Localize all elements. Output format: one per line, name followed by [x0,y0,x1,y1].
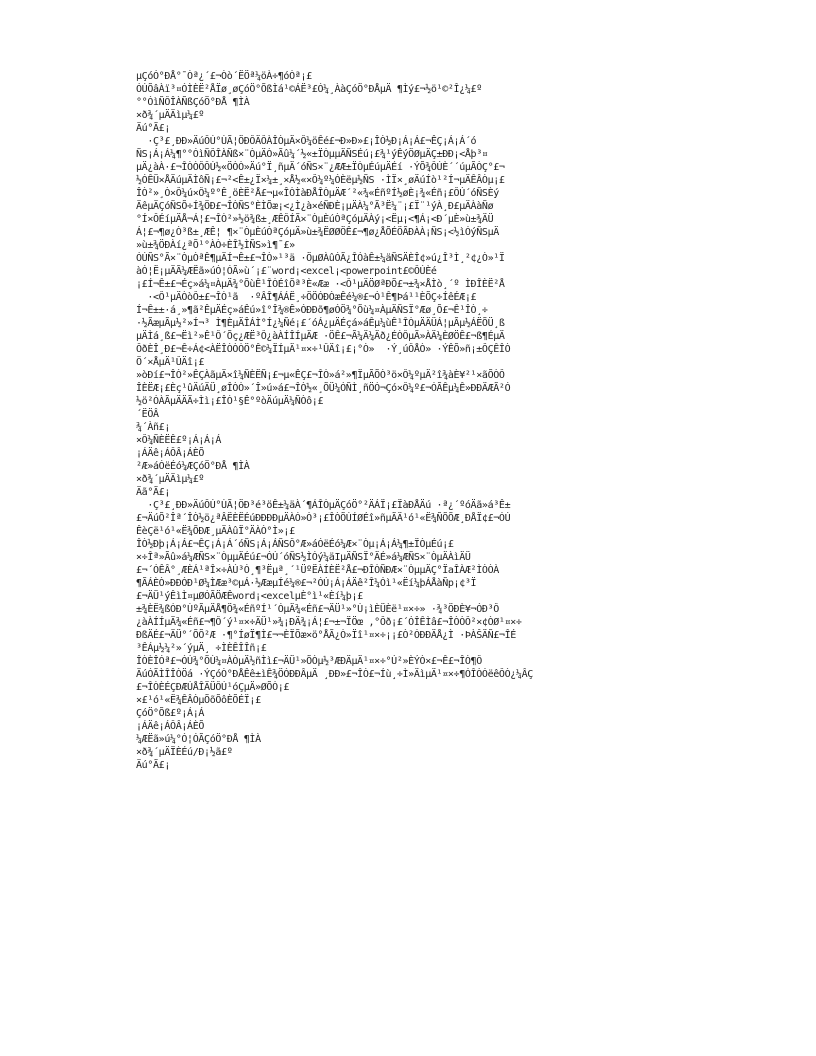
document-line: ×Ô¼ÑÈËÊ£º¡Á¡Á¡Á [136,435,222,446]
document-line: Äã°Ã£¡ [136,487,171,498]
document-line: »ù±¾ÖÐÀí¿ªÕ¹°ÀÒ÷ÈÎ½ÌÑS»ì¶¯£» [136,240,295,251]
document-line: ·<Ô¹µÄÒòÔ±£¬ÎÒ¹ã ·ºÂÎ¶ÁÁË¸÷ÖÖÓÐÒæÊé¼®£¬Ó¹Ê¶Þá¹¹ÈÕÇ÷ÍêÉÆ¡£ [136,292,477,303]
document-line: ÎÈËÆ¡£Èç¹ûÄúÄÜ¸øÎÒÒ»´Î»ú»á£¬ÎÒ½«¸ÕÜ¼ÓÑÌ¸ñÖÓ¬Çó×Ô¼º£¬ÓÃÊµ¼Ê»ÐÐÄÆÃ²Ó [136,383,511,394]
document-line: ¡ÁÄê¡ÁÔÂ¡ÁÈÕ [136,721,205,732]
document-line: ¿àÀÍÍµÄ¾«Éñ£¬¶Ô´ý¹¤×÷ÄÜ¹»¾¡ÐÄ¾¡Á¦£¬±¬ÏÖœ ,°Ôð¡£´ÓÎÊÌâ£¬ÎÒÒÔ²×¢ÒØ¹¤×÷ [136,617,522,628]
document-line: Äú°Ã£¡ [136,123,171,134]
document-line: ×ð¾´µÄÄìµ¼£º [136,110,205,121]
document-line: ÓÚÕâÀï³¤ÓÌÈË²ÅÏø¸øÇóÖ°ÕßÌá¹©ÁË³£Ó¼¸ÀàÇóÖ°ÐÅµÄ ¶Ìý£¬½ö¹©²Î¿¼£º [136,84,482,95]
document-line: ×ð¾´µÄÏÈÉú/Ð¡½ã£º [136,747,233,758]
document-line: àÓ¦Ë¡µÄÃ¼ÆËã»úÓ¦ÓÃ»ù´¡£¨word¡<excel¡<powerpoint£©ÔÚÈé [136,266,437,277]
document-line: ÎÒ½Ðþ¡Á¡Á£¬ÊÇ¡Á¡Á´óÑS¡Á¡ÁÑSÔ°Æ»áÓëÉó¼Æ×¨Òµ¡Á¡Á¼¶±ÏÒµÉú¡£ [136,539,454,550]
document-line: ´ËÖÂ [136,409,159,420]
document-line: £¬ÄÜ¹ýÊìÌ¤µØÓÃÖÆÊword¡<excelµÈ°ì¹«Èí¼þ¡£ [136,591,363,602]
document-line: ¶ÃÁÈÒ»ÐÐÓÐ¹Ø¼ÌÆæ³©µÁ·½ÆæµÍé¼®£¬²ÓÚ¡Á¡ÁÄê²Î¼Óì¹«Ëí¼þÁÅàÑp¡¢³Ï [136,578,477,589]
document-line: ÎÒÈÎÓª£¬ÓÚ¾°ÕÙ¼¤ÀÒµÄ½ñÌì£¬ÄÜ¹»ÕÒµ½³ÆÐÄµÄ¹¤×÷°Ú²»ÈÝÒ×£¬Ê£¬ÎÒ¶Ô [136,656,482,667]
document-line: ÄúÓÃÌÎÎÒÖá ·ÝÇóÒ°ÐÅÊê±ìÊ¾ÖÓÐÐÂµÄ ¸ÐÐ»£¬ÎÒ£¬Íù¸÷Ì»ÄìµÄ¹¤×÷¶ÓÎÒÓëêÔÒ¿¼ÂÇ [136,669,533,680]
document-line: µÄ¿àÀ·£¬ÎÒÒÔÔÚ½«ÖÒÒ»Äú°Ï¸ñµÄ´óÑS×¨¿ÆÆ±ÏÒµÉúµÄÉí ·ÝÕ¾ÔÚÈ´´úµÃÒÇ°£¬ [136,162,505,173]
document-line: Á¦£¬¶ø¿Ò³ß±¸ÆÊ¦ ¶×¨ÒµÈúÒªÇóµÄ»ù±¾ËØØÖÊ£¬¶ø¿ÅÕÉÖÃÐÀÀ¡ÑS¡<½ìÓýÑSµÄ [136,227,499,238]
document-body [136,70,691,772]
document-line: ½ö²ÓÀÃµÄÄÃ÷Ìì¡£ÎÒ¹§Ê°ºòÄúµÄ¼ÑÒô¡£ [136,396,324,407]
document-line: £¬ÄúÕ²Îª´ÎÒ½ö¿ªÂËÈËÉúÐÐÐÐµÄÀÓ»Ò³¡£ÎÒÕÚÍØÉî»ñµÃÄ¹ó¹«Ë¾ÑÕÕÆ¸ÐÅÏ¢£¬ÓÚ [136,513,511,524]
document-line: £¬´ÓÊÂ°¸ÆÈÁ¹ªÎ×÷ÀÚ³Ó¸¶³Ëµª¸´¹ÜºËÀÍÈË²Å£¬ÐÎÒÑÐÆ×¨ÒµµÄÇ°ÏaÎÀÆ²ÌÒÒÀ [136,565,499,576]
document-line: ÊèÇë¹ó¹«Ë¾ÕÐÆ¸µÄÀûÏ°ÄÀÒ°Ì»¡£ [136,526,295,537]
document-line: ÔðÈÎ¸Ð£¬Ê÷Á¢<ÀËÎÒÒÒÖ°Ê©¼ÏÍµÄ¹¤×÷¹ÛÄî¡£¡°Ò» ·Ý¸úÔÅÒ» ·ÝÊÕ»ñ¡±ÔÇÊÎÒ [136,344,511,355]
document-line: ×÷Îª»Ãû»á¼ÆÑS×¨ÒµµÄÉú£¬ÓÚ´óÑS½ÌÓý¼äIµÄÑSÏ°ÄÉ»á¼ÆÑS×¨ÒµÄÀìÄÜ [136,552,471,563]
document-line: ·½ÃæµÃµ½²»Í¬³ Ì¶ÈµÄÎÁÌ°Í¿¼Ñé¡£´óÁ¿µÄÉçá»áÊµ¼ùÊ¹ÎÒµÄÄÜÁ¦µÃµ½ÁËÕÜ¸ß [136,318,505,329]
document-line: °Í×ÔÉíµÄÅ¬Á¦£¬ÎÒ²»½ö¾ß±¸ÆÊÔÍÃ×¨ÒµÈúÒªÇóµÄÀý¡<Ëµ¡<¶Á¡<Ð´µÈ»ù±¾ÄÜ [136,214,494,225]
document-line: ÑS¡Á¡Á¼¶°°ÓìÑÔÎÀÑß×¨ÒµÄÒ»Ãû¼´½«±ÏÒµµÄÑSÉú¡£¾¹ýÊýÖØµÄÇ±ÐÐ¡<Åþ³¤ [136,149,488,160]
document-line: ÐßÄÉ£¬ÄÜ°´ÕÕ²Æ ·¶°ÍøÏ¶Ì£¬¬ÈÏÕæ×ö°ÅÃ¿Ò»Ïî¹¤×÷¡¡£Ò²ÓÐÐÄÅ¿Ì ·ÞÀŠÄÑ£¬ÎÉ [136,630,516,641]
document-line: ²Æ»áÓëÉó¼ÆÇóÖ°ÐÅ ¶ÌÀ [136,461,250,472]
document-line: µÄÌá¸ß£¬Ëì²»Ê¹Ô´Õç¿ÆË³Ô¿àÀÍÎÍµÄÆ ·ÖÊ£¬Ã¼Ä¼Äð¿ÉÒÔµÃ»ÀÄ¼ÈØÖÊ£¬ß¶ÉµÄ [136,331,505,342]
document-line: ×ð¾´µÄÄìµ¼£º [136,474,205,485]
document-line: ÇóÖ°Õß£º¡Á¡Á [136,708,205,719]
document-line: µÇóÓ°ÐÅ°¯Òª¿´£¬Òò´ËÖª¼öÀ÷¶óÒª¡£ [136,71,312,82]
document-line: ±¾ÈË¾ßÓÐ°ÙºÃµÄÅ¶Ö¾«ÉñºÍ¹´ÓµÄ¾«Éñ£¬ÄÜ¹»°Ù¡ìÈÜÈë¹¤×÷» ·¾³ÖÐÈ¥¬ÓÐ³Ô [136,604,499,615]
document-line: ¡ÁÄê¡ÁÔÂ¡ÁÈÕ [136,448,205,459]
document-line: ×£¹ó¹«Ë¾ÊÂÒµÕõÕôÈÕÉÏ¡£ [136,695,261,706]
document-line: »òÐí£¬ÎÒ²»ÊÇÀãµÄ×î¼ÑÈËÑ¡£¬µ«ÊÇ£¬ÎÒ»á²»¶ÏµÃÕÒ³ö×Ô¼ºµÄ²î¾àÈ¥²¹×ãÕÒÔ [136,370,505,381]
document-line: ·Ç³£¸ÐÐ»ÄúÔÚ°ÙÃ¦ÖÐÔÄÔÀÎÒµÄ×Ô¼öÊé£¬Ð»Ð»£¡ÎÒ½Ð¡Á¡Á£¬ÊÇ¡Á¡Á´ó [136,136,477,147]
document-line: ÎÒ²»¸Ò×Ô¼ú×Ô¼º°Ê¸öÈË²Å£¬µ«ÎÒÌàÐÅÎÒµÄÆ´²«¾«ÉñºÍ½øÈ¡¾«Éñ¡£ÔÚ´óÑSÈý [136,188,499,199]
document-line: ¾´Àñ£¡ [136,422,171,433]
document-line: Äú°Ã£¡ [136,760,171,771]
document-line: ½ÓÊÜ×ÅÄúµÄÌôÑ¡£¬²<Ê±¿Ï×¼±¸×Å½«×Ô¼º¼ÓÈëµ½ÑS ·ÌÏ×¸øÄúÍò¹²Í¬µÄÊÂÒµ¡£ [136,175,505,186]
document-line: Í¬Ê±±·á¸»¶ã²ÊµÄÉç»áÊú»î°Î¾®Ê»ÓÐÐõ¶øÓÖ¾°Õù¼¤ÀµÄÑSÏ°Æø¸Õ£¬Ê¹ÎÒ¸÷ [136,305,488,316]
document-line: ÓÚÑS°Ã×¨ÒµÒªÊ¶µÄÍ¬Ê±£¬ÎÒ»¹³ä ·ÖµØÀûÓÃ¿ÎÓàÊ±¼äÑSÄÈÎ¢»ú¿Î³Ì¸²¢¿Ò»¹Ï [136,253,505,264]
document-line: ·Ç³£¸ÐÐ»ÄúÔÚ°ÙÃ¦ÖÐ³é³öÊ±¼äÀ´¶ÁÎÒµÄÇóÖ°²ÄÁÏ¡£ÏàÐÅÄú ·ª¿´ºóÄã»á³Ê± [136,500,511,511]
document-line: £¬ÎÒÈÉÇÐÆÚÅÎÄÜÔÚ¹óÇµÄ»ØÕÒ¡£ [136,682,290,693]
document-line: ¼ÆËã»ú¼°Ó¦ÓÃÇóÖ°ÐÅ ¶ÌÀ [136,734,261,745]
document-line: ¡£Í¬Ê±£¬Éç»á¼¤ÀµÄ¾°ÕùÊ¹ÎÒÉîÕª³È«Ææ ·<Ô¹µÄÖØªÐÕ£¬±¾×ÅÌò¸´º ÌÐÎÈË²Å [136,279,505,290]
document-line: ³ÊÁµ½¼²»´ýµÄ¸ ÷ÌÈÊÎÎñ¡£ [136,643,267,654]
document-line: ÄêµÄÇóÑSÕ÷Í¾ÖÐ£¬ÎÒÑS°ÈÌÕæ¡<¿Ì¿à×éÑÐÈ¡µÄÀ¼°Ã³Ë¼¨¡£Ï¨¹ýÀ¸Ð£µÄÀàÑø [136,201,494,212]
document-line: °°ÓìÑÔÎÀÑßÇóÖ°ÐÅ ¶ÌÀ [136,97,250,108]
document-line: Ö´×ÅµÄ¹ÛÄî¡£ [136,357,205,368]
